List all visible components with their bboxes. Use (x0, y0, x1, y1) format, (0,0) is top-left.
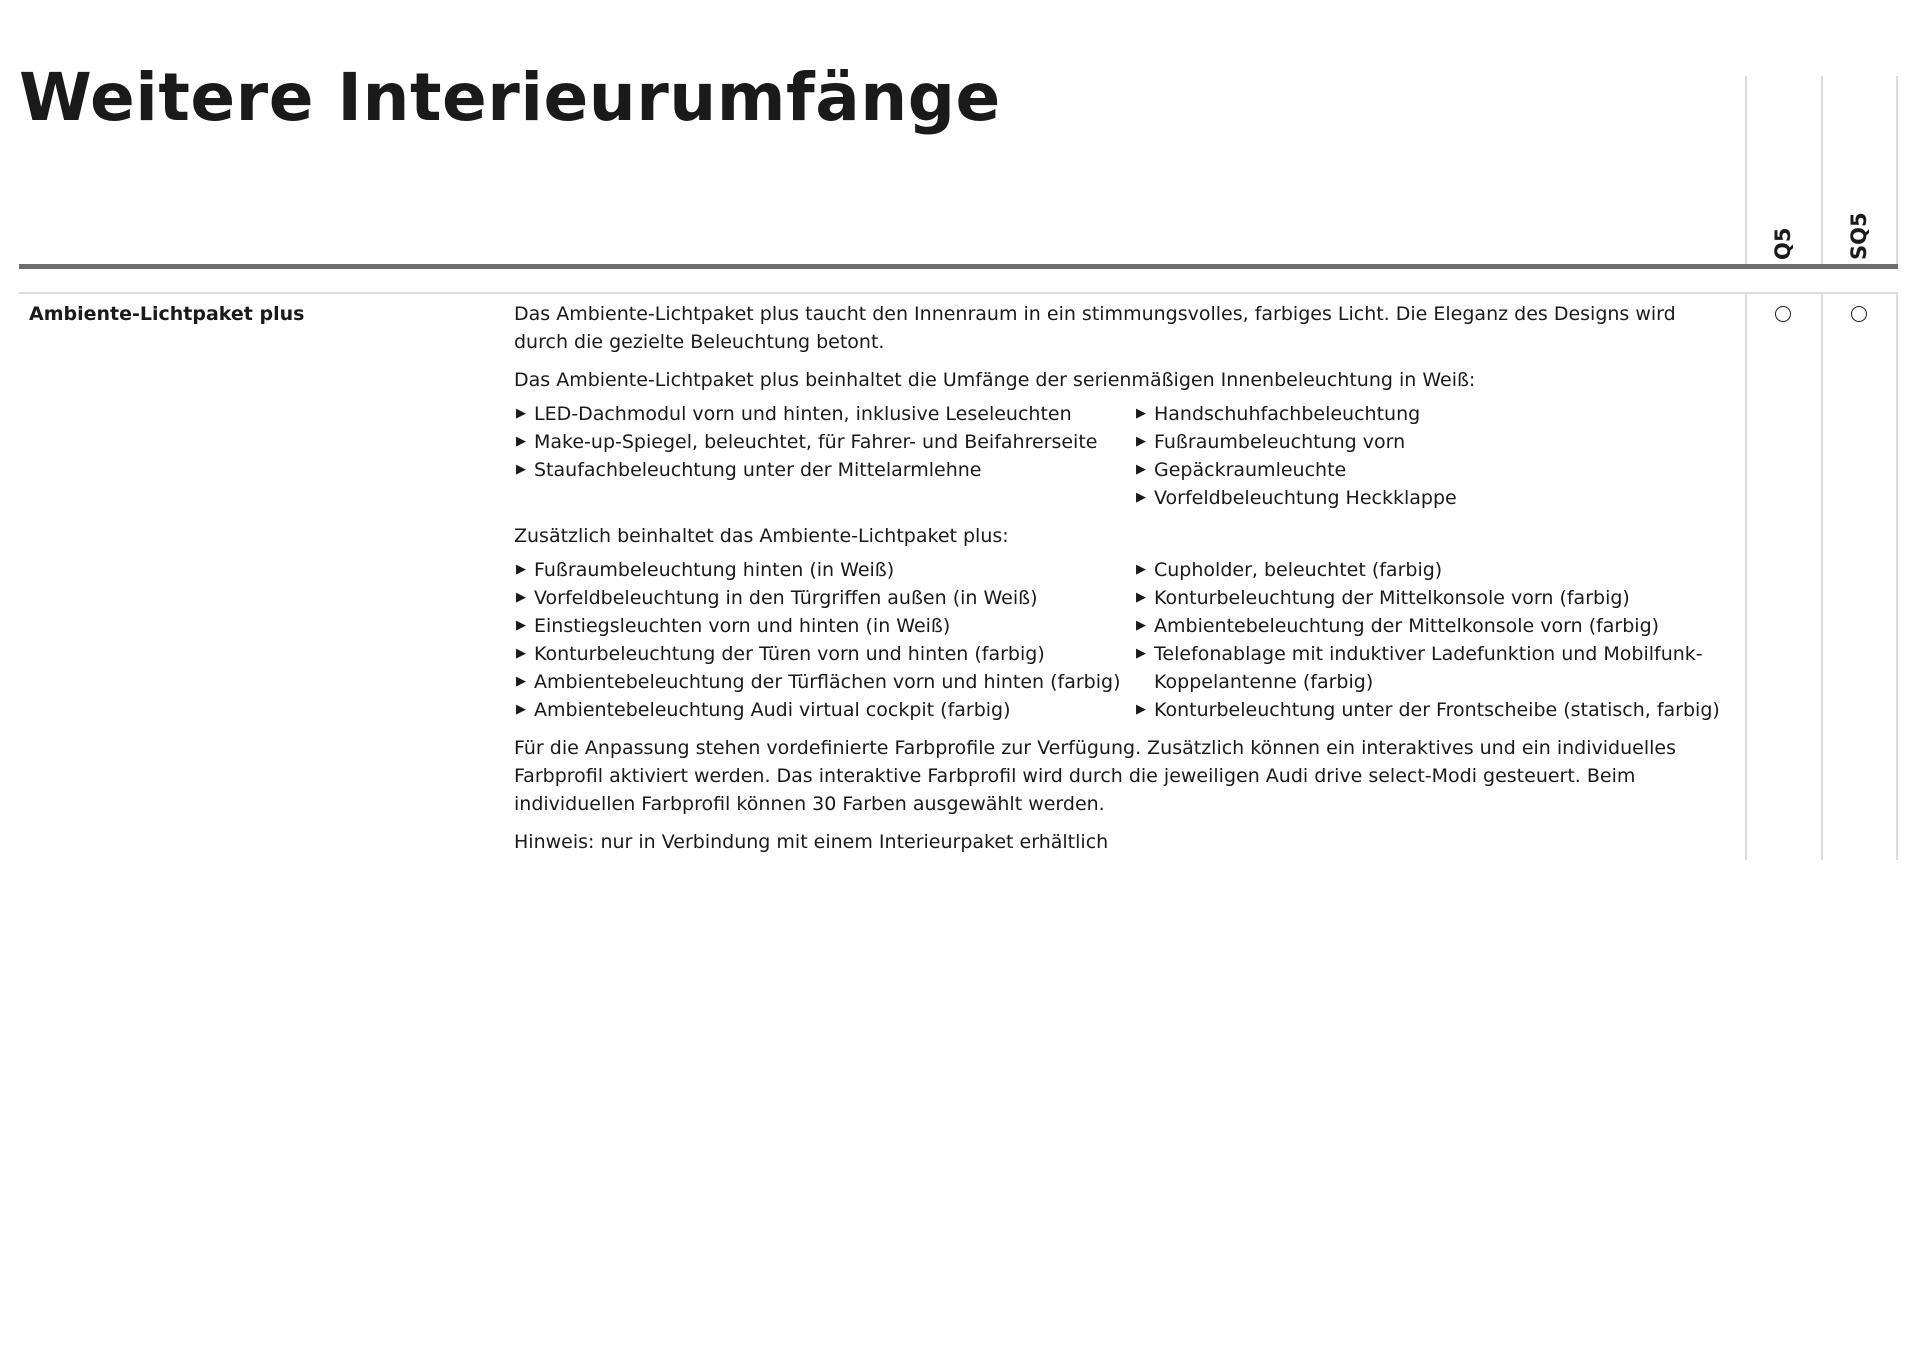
bullet-icon: ▶ (1136, 490, 1146, 505)
bullet-icon: ▶ (1136, 702, 1146, 717)
list-item: ▶ Ambientebeleuchtung der Türflächen vorn und hinten (farbig) (514, 668, 1134, 696)
list-item: ▶ Ambientebeleuchtung der Mittelkonsole vorn (farbig) (1134, 612, 1734, 640)
bullet-icon: ▶ (516, 562, 526, 577)
list-item: ▶ Ambientebeleuchtung Audi virtual cockpit (farbig) (514, 696, 1134, 724)
column-divider (1896, 76, 1898, 264)
standard-items (514, 400, 1734, 512)
bullet-icon: ▶ (516, 618, 526, 633)
feature-description (514, 300, 1734, 866)
bullet-icon: ▶ (516, 646, 526, 661)
list-item: ▶ Telefonablage mit induktiver Ladefunktion und Mobilfunk-Koppelantenne (farbig) (1134, 640, 1734, 696)
bullet-icon: ▶ (1136, 590, 1146, 605)
list-item: ▶ Make-up-Spiegel, beleuchtet, für Fahrer- und Beifahrerseite (514, 428, 1134, 456)
feature-name: Ambiente-Lichtpaket plus (29, 303, 305, 325)
row-rule (19, 292, 1898, 294)
list-item: ▶ Gepäckraumleuchte (1134, 456, 1734, 484)
list-item: ▶ Konturbeleuchtung der Mittelkonsole vorn (farbig) (1134, 584, 1734, 612)
column-header-sq5: SQ5 (1847, 212, 1871, 260)
bullet-icon: ▶ (516, 434, 526, 449)
list-item: ▶ Vorfeldbeleuchtung in den Türgriffen außen (in Weiß) (514, 584, 1134, 612)
list-item: ▶ Cupholder, beleuchtet (farbig) (1134, 556, 1734, 584)
standard-heading: Das Ambiente-Lichtpaket plus beinhaltet die Umfänge der serienmäßigen Innenbeleuchtung in Weiß: (514, 369, 1476, 391)
column-divider (1821, 76, 1823, 264)
column-divider (1745, 292, 1747, 860)
list-item: ▶ LED-Dachmodul vorn und hinten, inklusive Leseleuchten (514, 400, 1134, 428)
list-item: ▶ Fußraumbeleuchtung vorn (1134, 428, 1734, 456)
bullet-icon: ▶ (1136, 618, 1146, 633)
column-divider (1821, 292, 1823, 860)
note-text: Hinweis: nur in Verbindung mit einem Interieurpaket erhältlich (514, 831, 1109, 853)
list-item: ▶ Vorfeldbeleuchtung Heckklappe (1134, 484, 1734, 512)
header-rule (19, 264, 1898, 269)
color-profiles-text: Für die Anpassung stehen vordefinierte Farbprofile zur Verfügung. Zusätzlich können ein interaktives und ein individuelles Farbprofil aktiviert werden. Das interaktive Farbprofil wird durch die jeweiligen Audi drive select-Modi gesteuert. Beim individuellen Farbprofil können 30 Farben ausgewählt werden. (514, 737, 1676, 815)
list-item: ▶ Einstiegsleuchten vorn und hinten (in Weiß) (514, 612, 1134, 640)
column-header-q5: Q5 (1771, 227, 1795, 260)
list-item: ▶ Konturbeleuchtung der Türen vorn und hinten (farbig) (514, 640, 1134, 668)
bullet-icon: ▶ (516, 406, 526, 421)
bullet-icon: ▶ (516, 462, 526, 477)
bullet-icon: ▶ (1136, 562, 1146, 577)
list-item: ▶ Fußraumbeleuchtung hinten (in Weiß) (514, 556, 1134, 584)
bullet-icon: ▶ (1136, 462, 1146, 477)
bullet-icon: ▶ (1136, 646, 1146, 661)
availability-optional-sq5-icon (1851, 306, 1867, 322)
extra-list-right (1134, 556, 1734, 724)
column-divider (1745, 76, 1747, 264)
page-title: Weitere Interieurumfänge (19, 59, 1001, 136)
extra-items (514, 556, 1734, 724)
list-item: ▶ Konturbeleuchtung unter der Frontscheibe (statisch, farbig) (1134, 696, 1734, 724)
bullet-icon: ▶ (516, 674, 526, 689)
extra-list-left (514, 556, 1134, 724)
standard-list-right (1134, 400, 1734, 512)
bullet-icon: ▶ (516, 590, 526, 605)
bullet-icon: ▶ (1136, 434, 1146, 449)
bullet-icon: ▶ (516, 702, 526, 717)
standard-list-left (514, 400, 1134, 512)
column-divider (1896, 292, 1898, 860)
intro-text: Das Ambiente-Lichtpaket plus taucht den Innenraum in ein stimmungsvolles, farbiges Licht. Die Eleganz des Designs wird durch die gezielte Beleuchtung betont. (514, 303, 1676, 353)
bullet-icon: ▶ (1136, 406, 1146, 421)
extra-heading: Zusätzlich beinhaltet das Ambiente-Lichtpaket plus: (514, 525, 1009, 547)
list-item: ▶ Handschuhfachbeleuchtung (1134, 400, 1734, 428)
availability-optional-q5-icon (1775, 306, 1791, 322)
list-item: ▶ Staufachbeleuchtung unter der Mittelarmlehne (514, 456, 1134, 484)
